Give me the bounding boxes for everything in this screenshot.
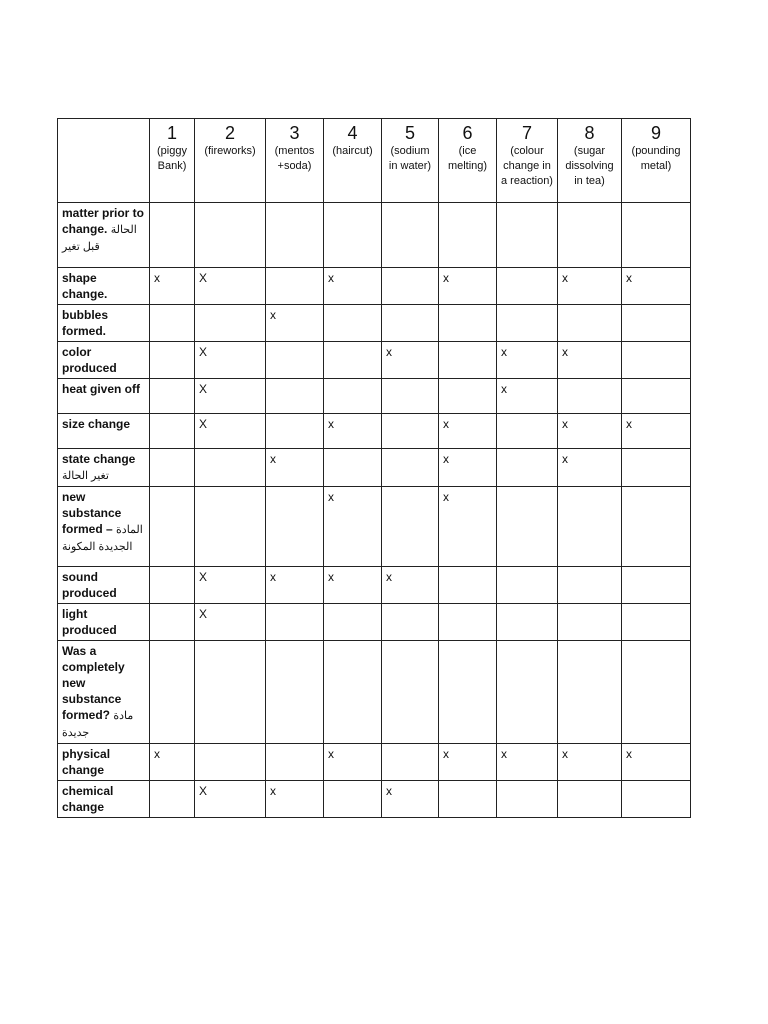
mark-cell: x <box>497 379 558 414</box>
mark-cell: x <box>622 744 691 781</box>
mark-cell <box>324 342 382 379</box>
table-row <box>58 342 691 379</box>
row-label <box>58 268 150 305</box>
mark-cell <box>195 305 266 342</box>
mark-cell <box>622 641 691 744</box>
header-row <box>58 119 691 203</box>
mark-cell <box>195 487 266 567</box>
row-label-arabic: الحالة قبل تغير <box>62 224 137 253</box>
table-row <box>58 379 691 414</box>
table-row <box>58 449 691 487</box>
table-row <box>58 567 691 604</box>
mark-cell <box>622 305 691 342</box>
mark-cell <box>497 567 558 604</box>
observation-table <box>57 118 691 818</box>
row-label-text: matter prior to change. <box>62 206 145 236</box>
mark-cell <box>622 379 691 414</box>
mark-cell <box>622 487 691 567</box>
mark-cell: x <box>439 487 497 567</box>
mark-cell <box>558 567 622 604</box>
column-number: 8 <box>584 123 595 143</box>
column-number: 6 <box>462 123 473 143</box>
mark-cell <box>497 414 558 449</box>
mark-cell <box>382 305 439 342</box>
column-description: (haircut) <box>332 145 373 157</box>
mark-cell <box>622 203 691 268</box>
row-label <box>58 781 150 818</box>
mark-cell <box>497 203 558 268</box>
mark-cell <box>497 305 558 342</box>
row-label <box>58 414 150 449</box>
mark-cell <box>497 641 558 744</box>
row-label-text: bubbles formed. <box>62 308 109 338</box>
row-label-text: physical change <box>62 747 111 777</box>
column-description: (colour change in a reaction) <box>501 145 553 187</box>
column-description: (fireworks) <box>204 145 256 157</box>
column-header <box>439 119 497 203</box>
row-label <box>58 342 150 379</box>
mark-cell <box>324 305 382 342</box>
mark-cell <box>324 203 382 268</box>
row-label-arabic: مادة جديدة <box>62 710 134 739</box>
mark-cell <box>150 203 195 268</box>
row-label-text: heat given off <box>62 382 141 396</box>
row-label-text: chemical change <box>62 784 114 814</box>
mark-cell: x <box>558 449 622 487</box>
mark-cell: X <box>195 342 266 379</box>
mark-cell <box>497 487 558 567</box>
mark-cell: x <box>558 268 622 305</box>
column-number: 5 <box>404 123 415 143</box>
mark-cell: x <box>266 781 324 818</box>
mark-cell: x <box>497 342 558 379</box>
column-header <box>622 119 691 203</box>
mark-cell: x <box>266 449 324 487</box>
mark-cell <box>266 342 324 379</box>
table-row <box>58 604 691 641</box>
row-label <box>58 744 150 781</box>
mark-cell <box>622 567 691 604</box>
mark-cell <box>324 781 382 818</box>
row-label-arabic: المادة الجديدة المكونة <box>62 524 143 553</box>
row-label-text: size change <box>62 417 131 431</box>
mark-cell <box>195 449 266 487</box>
mark-cell <box>439 379 497 414</box>
mark-cell: x <box>382 781 439 818</box>
mark-cell: X <box>195 268 266 305</box>
mark-cell <box>558 379 622 414</box>
mark-cell <box>497 268 558 305</box>
row-label <box>58 305 150 342</box>
table-row <box>58 744 691 781</box>
row-label-arabic: تغير الحالة <box>62 470 109 482</box>
mark-cell <box>266 604 324 641</box>
table-row <box>58 414 691 449</box>
mark-cell: x <box>622 414 691 449</box>
mark-cell: x <box>382 567 439 604</box>
mark-cell <box>382 268 439 305</box>
mark-cell: x <box>382 342 439 379</box>
mark-cell <box>622 449 691 487</box>
mark-cell <box>266 203 324 268</box>
mark-cell <box>382 379 439 414</box>
column-description: (ice melting) <box>447 145 488 172</box>
mark-cell <box>266 487 324 567</box>
mark-cell <box>150 305 195 342</box>
row-label-text: state change <box>62 452 136 466</box>
mark-cell <box>439 342 497 379</box>
column-description: (mentos +soda) <box>274 145 315 172</box>
row-label <box>58 203 150 268</box>
row-label <box>58 567 150 604</box>
mark-cell: X <box>195 414 266 449</box>
table-row <box>58 305 691 342</box>
column-header <box>150 119 195 203</box>
mark-cell: x <box>497 744 558 781</box>
column-number: 4 <box>347 123 358 143</box>
mark-cell <box>439 604 497 641</box>
column-description: (sodium in water) <box>388 145 432 172</box>
column-header <box>497 119 558 203</box>
mark-cell <box>382 203 439 268</box>
row-label-text: Was a completely new substance formed? <box>62 644 125 722</box>
row-label <box>58 449 150 487</box>
mark-cell: x <box>324 414 382 449</box>
row-label <box>58 487 150 567</box>
mark-cell <box>266 379 324 414</box>
row-label-text: light produced <box>62 607 117 637</box>
column-number: 1 <box>166 123 177 143</box>
mark-cell <box>439 305 497 342</box>
mark-cell: x <box>324 567 382 604</box>
mark-cell <box>439 567 497 604</box>
mark-cell <box>439 781 497 818</box>
mark-cell: X <box>195 781 266 818</box>
mark-cell <box>195 203 266 268</box>
mark-cell <box>150 449 195 487</box>
mark-cell: x <box>622 268 691 305</box>
row-label-text: shape change. <box>62 271 108 301</box>
row-label <box>58 379 150 414</box>
mark-cell: x <box>439 268 497 305</box>
column-header <box>324 119 382 203</box>
mark-cell <box>150 487 195 567</box>
mark-cell <box>382 744 439 781</box>
row-label <box>58 604 150 641</box>
row-label <box>58 641 150 744</box>
mark-cell: X <box>195 567 266 604</box>
mark-cell: x <box>439 449 497 487</box>
mark-cell <box>150 781 195 818</box>
mark-cell <box>558 203 622 268</box>
mark-cell <box>382 641 439 744</box>
mark-cell <box>558 641 622 744</box>
mark-cell <box>150 379 195 414</box>
mark-cell <box>439 641 497 744</box>
column-number: 2 <box>224 123 235 143</box>
mark-cell <box>558 487 622 567</box>
mark-cell <box>324 641 382 744</box>
mark-cell: X <box>195 379 266 414</box>
table-row <box>58 203 691 268</box>
mark-cell <box>150 567 195 604</box>
column-description: (pounding metal) <box>631 145 681 172</box>
mark-cell: x <box>439 744 497 781</box>
mark-cell <box>497 449 558 487</box>
mark-cell <box>439 203 497 268</box>
column-header <box>195 119 266 203</box>
column-number: 9 <box>650 123 661 143</box>
mark-cell <box>324 379 382 414</box>
column-header <box>558 119 622 203</box>
mark-cell <box>382 414 439 449</box>
column-description: (piggy Bank) <box>157 145 187 172</box>
mark-cell: x <box>439 414 497 449</box>
mark-cell <box>266 414 324 449</box>
table-body <box>58 203 691 818</box>
mark-cell <box>266 641 324 744</box>
mark-cell: X <box>195 604 266 641</box>
mark-cell <box>558 305 622 342</box>
mark-cell <box>150 342 195 379</box>
mark-cell: x <box>558 342 622 379</box>
column-number: 7 <box>521 123 532 143</box>
mark-cell <box>622 781 691 818</box>
column-description: (sugar dissolving in tea) <box>565 145 614 187</box>
mark-cell: x <box>150 268 195 305</box>
mark-cell <box>150 604 195 641</box>
mark-cell: x <box>266 567 324 604</box>
mark-cell <box>150 641 195 744</box>
mark-cell <box>195 641 266 744</box>
mark-cell <box>382 449 439 487</box>
mark-cell: x <box>150 744 195 781</box>
mark-cell <box>195 744 266 781</box>
mark-cell <box>266 744 324 781</box>
mark-cell: x <box>324 487 382 567</box>
mark-cell: x <box>558 744 622 781</box>
mark-cell: x <box>558 414 622 449</box>
mark-cell <box>622 342 691 379</box>
row-label-text: new substance formed – <box>62 490 122 536</box>
mark-cell <box>324 449 382 487</box>
mark-cell <box>150 414 195 449</box>
mark-cell <box>558 604 622 641</box>
mark-cell: x <box>324 744 382 781</box>
mark-cell: x <box>324 268 382 305</box>
row-label-text: sound produced <box>62 570 117 600</box>
mark-cell <box>622 604 691 641</box>
column-header <box>266 119 324 203</box>
mark-cell <box>382 487 439 567</box>
mark-cell <box>558 781 622 818</box>
mark-cell <box>497 604 558 641</box>
table-row <box>58 487 691 567</box>
mark-cell <box>382 604 439 641</box>
table-row <box>58 781 691 818</box>
column-number: 3 <box>289 123 300 143</box>
mark-cell <box>266 268 324 305</box>
mark-cell <box>324 604 382 641</box>
column-header <box>382 119 439 203</box>
corner-cell <box>58 119 150 203</box>
mark-cell: x <box>266 305 324 342</box>
mark-cell <box>497 781 558 818</box>
table-row <box>58 268 691 305</box>
row-label-text: color produced <box>62 345 117 375</box>
table-row <box>58 641 691 744</box>
